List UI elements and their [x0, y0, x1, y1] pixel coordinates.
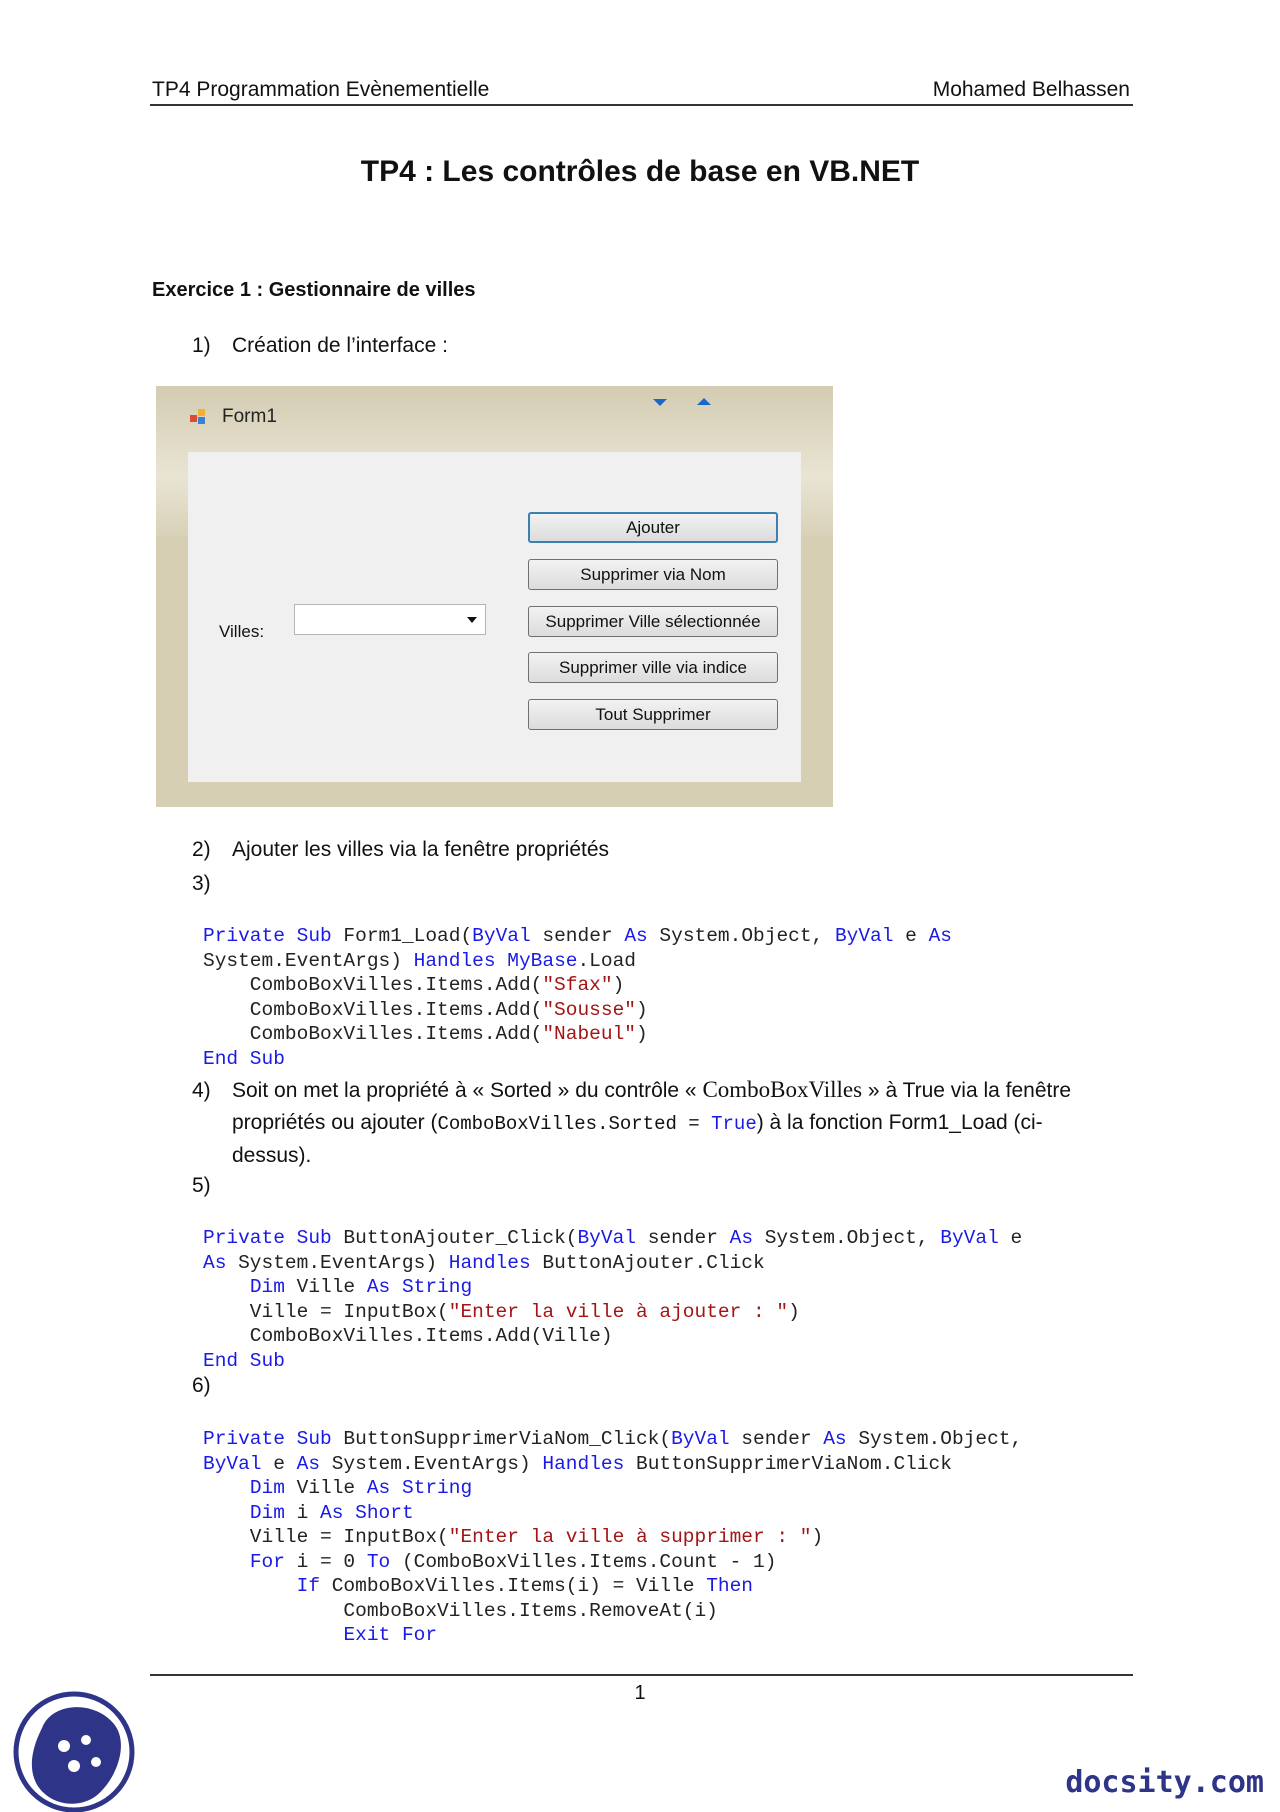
item-text: Ajouter les villes via la fenêtre propriétés [232, 838, 610, 861]
list-item: 4) Soit on met la propriété à « Sorted » du contrôle « ComboBoxVilles » à True via la fenêtre propriétés ou ajouter (ComboBoxVilles.Sorted = True) à la fonction Form1_Load (ci- dessus). [192, 1077, 1072, 1167]
ajouter-button[interactable]: Ajouter [528, 512, 778, 543]
form-title: Form1 [222, 406, 277, 427]
header-course-title: TP4 Programmation Evènementielle [152, 78, 490, 101]
exercise-heading: Exercice 1 : Gestionnaire de villes [152, 279, 476, 301]
tout-supprimer-button[interactable]: Tout Supprimer [528, 699, 778, 730]
footer-rule [150, 1674, 1133, 1676]
item-number: 3) [192, 872, 211, 895]
item-number: 2) [192, 838, 211, 861]
window-controls [653, 393, 753, 415]
supprimer-selection-button[interactable]: Supprimer Ville sélectionnée [528, 606, 778, 637]
item-number: 5) [192, 1174, 211, 1197]
villes-combobox[interactable] [294, 604, 486, 635]
item-number: 1) [192, 334, 211, 357]
code-ajouter-click: Private Sub ButtonAjouter_Click(ByVal sender As System.Object, ByVal e As System.EventArgs) Handles ButtonAjouter.Click Dim Ville As String Ville = InputBox("Enter la ville à ajouter : ") ComboBoxVilles.Items.Add(Ville) End Sub [203, 1227, 1023, 1372]
form-client-area [188, 452, 801, 782]
page-title: TP4 : Les contrôles de base en VB.NET [360, 155, 920, 188]
page-number: 1 [634, 1682, 646, 1704]
item-text: Création de l’interface : [232, 334, 448, 357]
supprimer-indice-button[interactable]: Supprimer ville via indice [528, 652, 778, 683]
header-author: Mohamed Belhassen [932, 78, 1130, 101]
chevron-down-icon [467, 617, 477, 623]
item-number: 6) [192, 1374, 211, 1397]
list-item [192, 838, 609, 862]
villes-label: Villes: [219, 622, 265, 641]
supprimer-nom-button[interactable]: Supprimer via Nom [528, 559, 778, 590]
docsity-logo-icon [12, 1688, 136, 1812]
maximize-icon[interactable] [697, 398, 711, 405]
minimize-icon[interactable] [653, 399, 667, 406]
docsity-brand: docsity.com [1065, 1765, 1264, 1800]
list-item [192, 334, 448, 358]
list-item [192, 1374, 232, 1398]
list-item [192, 1174, 232, 1198]
header-rule [150, 104, 1133, 106]
list-item [192, 872, 232, 896]
code-form-load: Private Sub Form1_Load(ByVal sender As System.Object, ByVal e As System.EventArgs) Handles MyBase.Load ComboBoxVilles.Items.Add("Sfax") ComboBoxVilles.Items.Add("Sousse") ComboBoxVilles.Items.Add("Nabeul") End Sub [203, 925, 952, 1070]
form-app-icon [190, 409, 206, 425]
code-supprimer-click: Private Sub ButtonSupprimerViaNom_Click(ByVal sender As System.Object, ByVal e As System.EventArgs) Handles ButtonSupprimerViaNom.Click Dim Ville As String Dim i As Short Ville = InputBox("Enter la ville à supprimer : ") For i = 0 To (ComboBoxVilles.Items.Count - 1) If ComboBoxVilles.Items(i) = Ville Then ComboBoxVilles.Items.RemoveAt(i) Exit For [203, 1428, 1023, 1646]
form-screenshot [156, 386, 833, 807]
